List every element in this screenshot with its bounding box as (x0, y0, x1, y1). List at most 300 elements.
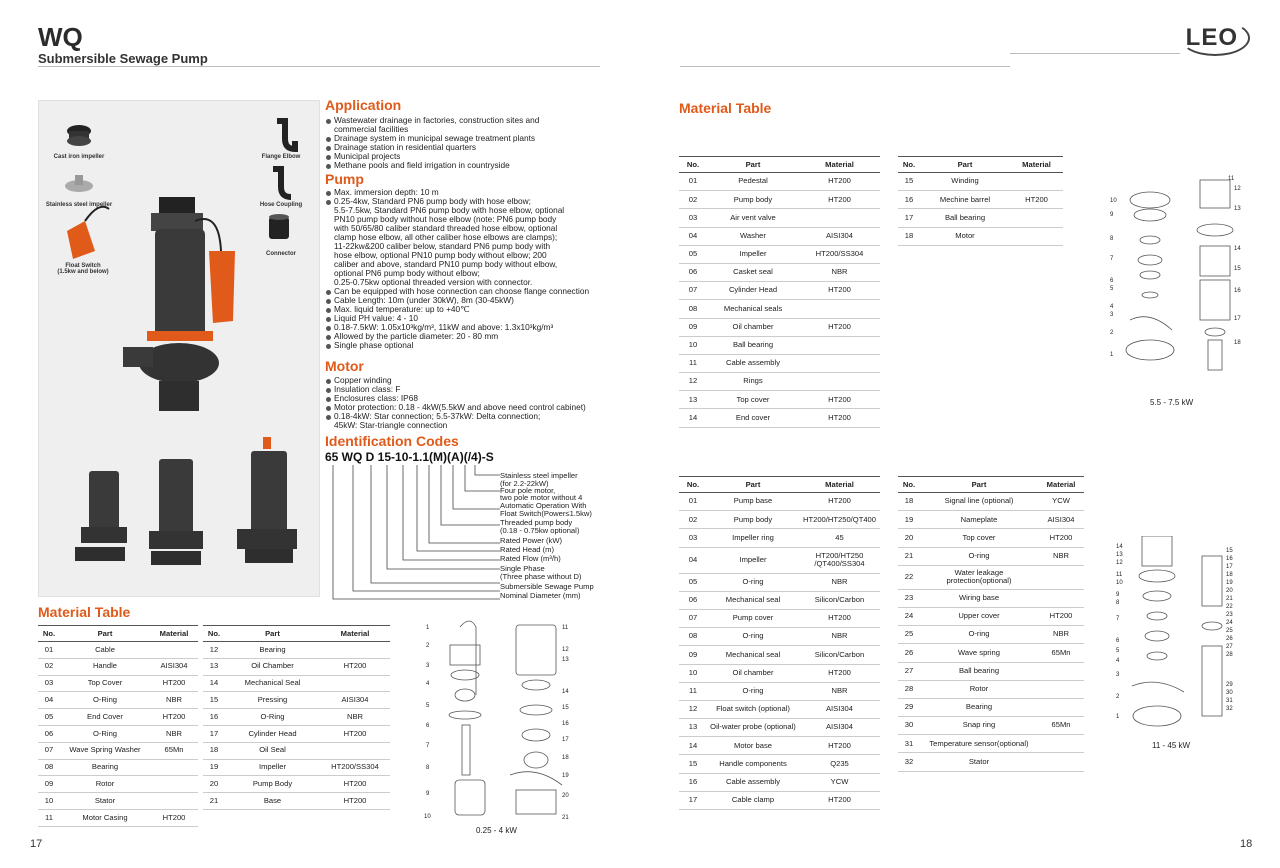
table-cell (1010, 173, 1063, 191)
table-cell: 65Mn (1038, 717, 1084, 735)
table-row (679, 646, 880, 664)
table-cell: NBR (799, 263, 880, 281)
table-cell: Pump Body (225, 776, 320, 793)
table-cell: 13 (679, 391, 707, 409)
table-row (898, 626, 1084, 644)
table-cell (1038, 680, 1084, 698)
ident-leader-lines (325, 463, 505, 603)
table-header (679, 157, 880, 173)
ident-label: (0.18 - 0.75kw optional) (500, 526, 580, 535)
svg-text:1: 1 (1110, 352, 1114, 358)
svg-text:11: 11 (1116, 572, 1123, 578)
table-cell: 05 (38, 709, 60, 726)
cast-iron-impeller-label: Cast iron impeller (53, 154, 105, 160)
table-cell: O-ring (707, 573, 799, 591)
table-cell: 09 (679, 646, 707, 664)
svg-text:20: 20 (562, 793, 569, 799)
table-row (203, 642, 390, 659)
table-cell: AISI304 (799, 227, 880, 245)
table-header-cell: No. (38, 626, 60, 642)
list-item: PN10 pump body without hose elbow (note: PN6 pump body (334, 214, 557, 224)
svg-text:12: 12 (1234, 186, 1241, 192)
table-cell: Motor base (707, 737, 799, 755)
table-cell (1038, 753, 1084, 771)
table-cell: 19 (203, 759, 225, 776)
pump-heading: Pump (325, 171, 364, 187)
table-cell: AISI304 (320, 692, 390, 709)
left-material-table-heading: Material Table (38, 604, 131, 620)
table-cell: 45 (799, 529, 880, 547)
table-header (898, 477, 1084, 493)
table-header (203, 626, 390, 642)
table-row (898, 607, 1084, 625)
table-header-cell: Part (225, 626, 320, 642)
svg-text:14: 14 (1234, 246, 1241, 252)
table-row (898, 173, 1063, 191)
list-item: 5.5-7.5kw, Standard PN6 pump body with hose elbow, optional (334, 205, 565, 215)
table-cell: Motor Casing (60, 809, 150, 826)
table-cell: 21 (203, 793, 225, 810)
application-heading: Application (325, 97, 402, 113)
table-row (679, 511, 880, 529)
table-cell: NBR (150, 725, 198, 742)
table-cell (799, 336, 880, 354)
table-cell: 06 (679, 591, 707, 609)
svg-text:1: 1 (1116, 714, 1120, 720)
table-cell: HT200 (799, 493, 880, 511)
table-cell (1038, 698, 1084, 716)
table-cell: HT200 (320, 776, 390, 793)
table-cell: HT200 (799, 391, 880, 409)
right-material-table-heading: Material Table (679, 100, 772, 116)
table-cell: 13 (679, 719, 707, 737)
material-table-2-b (898, 156, 1063, 246)
list-item: 0.25-0.75kw optional threaded version with connector. (334, 277, 533, 287)
table-cell: Rings (707, 373, 799, 391)
table-row (679, 409, 880, 427)
table-row (679, 591, 880, 609)
ident-label: Submersible Sewage Pump (500, 582, 594, 591)
table-cell: 02 (38, 658, 60, 675)
table-row (898, 191, 1063, 209)
header-rule-right-upper (1010, 53, 1180, 54)
table-cell: 18 (203, 742, 225, 759)
ident-label: Rated Flow (m³/h) (500, 554, 561, 563)
small-pump-3-icon (237, 437, 297, 563)
table-row (203, 742, 390, 759)
svg-text:6: 6 (1116, 638, 1120, 644)
table-cell: 12 (203, 642, 225, 659)
table-cell: 01 (679, 173, 707, 191)
list-item: caliber and above, standard PN10 pump body without elbow, (334, 259, 558, 269)
table-cell: Casket seal (707, 263, 799, 281)
svg-text:22: 22 (1226, 604, 1233, 610)
table-row (38, 709, 198, 726)
table-cell: Impeller (225, 759, 320, 776)
table-cell: Wave spring (920, 644, 1038, 662)
table-cell: End cover (707, 409, 799, 427)
table-cell: HT200 (1038, 607, 1084, 625)
left-material-table-b (203, 625, 390, 810)
table-row (679, 628, 880, 646)
table-cell: NBR (799, 573, 880, 591)
table-cell: Pump body (707, 511, 799, 529)
table-cell: HT200 (1010, 191, 1063, 209)
table-header-cell: Material (799, 477, 880, 493)
table-cell: 03 (38, 675, 60, 692)
table-row (679, 300, 880, 318)
table-cell: 17 (203, 725, 225, 742)
table-cell: Temperature sensor(optional) (920, 735, 1038, 753)
table-row (38, 809, 198, 826)
table-row (898, 547, 1084, 565)
table-cell: 08 (38, 759, 60, 776)
table-cell: 26 (898, 644, 920, 662)
list-item: Cable Length: 10m (under 30kW), 8m (30-45kW) (325, 296, 589, 305)
table-cell: Oil Seal (225, 742, 320, 759)
table-header-cell: Part (707, 477, 799, 493)
small-pump-1-icon (75, 471, 127, 561)
motor-list (325, 376, 586, 430)
table-row (898, 511, 1084, 529)
table-row (38, 675, 198, 692)
svg-text:17: 17 (1226, 564, 1233, 570)
table-header-cell: Material (150, 626, 198, 642)
svg-text:4: 4 (426, 681, 430, 687)
material-table-3-a (679, 476, 880, 810)
svg-text:18: 18 (1226, 572, 1233, 578)
table-cell: Ball bearing (920, 662, 1038, 680)
list-item: Max. liquid temperature: up to +40℃ (325, 305, 589, 314)
pump-list (325, 188, 589, 350)
table-header-cell: Part (60, 626, 150, 642)
small-pump-2-icon (149, 459, 203, 565)
stainless-impeller-icon (65, 175, 93, 192)
table-cell (320, 642, 390, 659)
table-cell: Handle (60, 658, 150, 675)
table-cell: 19 (898, 511, 920, 529)
svg-text:8: 8 (1116, 600, 1120, 606)
list-item: 0.25-4kw, Standard PN6 pump body with hose elbow; (325, 197, 589, 206)
svg-text:18: 18 (562, 755, 569, 761)
svg-text:23: 23 (1226, 612, 1233, 618)
table-cell: Mechine barrel (920, 191, 1010, 209)
table-cell: HT200 (799, 409, 880, 427)
ident-label: Threaded pump body (500, 518, 573, 527)
svg-text:5: 5 (1110, 286, 1114, 292)
table-cell: Rotor (60, 776, 150, 793)
diagram-medium-caption: 5.5 - 7.5 kW (1150, 398, 1194, 407)
svg-text:12: 12 (1116, 560, 1123, 566)
table-cell: Silicon/Carbon (799, 591, 880, 609)
svg-text:14: 14 (562, 689, 569, 695)
table-row (679, 773, 880, 791)
table-cell: Rotor (920, 680, 1038, 698)
table-cell: 24 (898, 607, 920, 625)
table-cell: 20 (898, 529, 920, 547)
table-cell: 65Mn (1038, 644, 1084, 662)
table-cell: Pump body (707, 191, 799, 209)
svg-text:9: 9 (1110, 212, 1114, 218)
table-cell: HT200 (799, 282, 880, 300)
table-row (38, 776, 198, 793)
table-cell: 28 (898, 680, 920, 698)
material-table-3-b (898, 476, 1084, 772)
table-row (679, 173, 880, 191)
left-material-table-a (38, 625, 198, 827)
table-cell: Signal line (optional) (920, 493, 1038, 511)
table-cell: Oil chamber (707, 318, 799, 336)
table-cell: O-Ring (60, 692, 150, 709)
table-cell: 08 (679, 300, 707, 318)
table-row (679, 209, 880, 227)
ident-code: 65 WQ D 15-10-1.1(M)(A)(/4)-S (325, 450, 494, 464)
table-row (898, 644, 1084, 662)
table-cell (150, 642, 198, 659)
table-row (38, 658, 198, 675)
table-cell: HT200 (1038, 529, 1084, 547)
table-cell: HT200 (150, 675, 198, 692)
table-cell: 22 (898, 565, 920, 589)
ident-label: Nominal Diameter (mm) (500, 591, 581, 600)
table-row (898, 565, 1084, 589)
page-subtitle: Submersible Sewage Pump (38, 51, 208, 66)
header-rule-left (38, 66, 600, 67)
table-cell: HT200/HT250/QT400 (799, 511, 880, 529)
svg-text:10: 10 (424, 814, 431, 820)
svg-text:10: 10 (1116, 580, 1123, 586)
table-cell: Top cover (707, 391, 799, 409)
material-table-2-a (679, 156, 880, 428)
page-title: WQ (38, 22, 83, 52)
svg-text:2: 2 (1116, 694, 1120, 700)
table-cell (799, 209, 880, 227)
application-list (325, 116, 539, 170)
table-cell: 16 (203, 709, 225, 726)
ident-label: Single Phase (500, 564, 545, 573)
table-cell: HT200 (799, 191, 880, 209)
table-cell: HT200 (799, 318, 880, 336)
svg-text:25: 25 (1226, 628, 1233, 634)
svg-text:21: 21 (1226, 596, 1233, 602)
table-cell: Stator (60, 793, 150, 810)
table-row (898, 680, 1084, 698)
ident-label: Rated Power (kW) (500, 536, 563, 545)
svg-text:14: 14 (1116, 544, 1123, 550)
table-cell: NBR (799, 682, 880, 700)
table-row (203, 776, 390, 793)
table-cell: End Cover (60, 709, 150, 726)
table-cell: 23 (898, 589, 920, 607)
list-item: Allowed by the particle diameter: 20 - 80 mm (325, 332, 589, 341)
svg-text:9: 9 (426, 791, 430, 797)
table-header-cell: No. (679, 477, 707, 493)
table-row (679, 700, 880, 718)
table-header-cell: Material (1010, 157, 1063, 173)
table-cell: Upper cover (920, 607, 1038, 625)
table-row (898, 735, 1084, 753)
table-cell: 10 (679, 664, 707, 682)
table-cell (799, 354, 880, 372)
table-row (203, 759, 390, 776)
table-cell: Wave Spring Washer (60, 742, 150, 759)
table-cell: NBR (799, 628, 880, 646)
table-cell: 11 (38, 809, 60, 826)
table-row (203, 658, 390, 675)
table-cell: 02 (679, 191, 707, 209)
table-header-cell: Part (920, 477, 1038, 493)
table-row (679, 245, 880, 263)
table-cell: Washer (707, 227, 799, 245)
svg-text:1: 1 (426, 625, 430, 631)
svg-text:19: 19 (562, 773, 569, 779)
page-number-left: 17 (30, 838, 43, 850)
table-row (898, 529, 1084, 547)
table-cell: Cylinder Head (225, 725, 320, 742)
table-header-cell: Part (707, 157, 799, 173)
table-cell: Pump cover (707, 609, 799, 627)
table-cell: Cable assembly (707, 354, 799, 372)
svg-text:18: 18 (1234, 340, 1241, 346)
ident-label: (for 2.2-22kW) (500, 479, 549, 488)
table-cell: Bearing (225, 642, 320, 659)
table-cell: Top Cover (60, 675, 150, 692)
product-illustration (39, 101, 321, 598)
table-row (898, 493, 1084, 511)
table-row (679, 282, 880, 300)
table-cell: 05 (679, 245, 707, 263)
table-cell: 17 (898, 209, 920, 227)
table-row (679, 664, 880, 682)
table-cell: 17 (679, 791, 707, 809)
table-cell: Oil Chamber (225, 658, 320, 675)
table-row (203, 725, 390, 742)
table-cell: 06 (679, 263, 707, 281)
svg-text:10: 10 (1110, 198, 1117, 204)
table-cell: 30 (898, 717, 920, 735)
table-cell: Stator (920, 753, 1038, 771)
table-cell (799, 300, 880, 318)
hose-coupling-icon (273, 169, 291, 197)
table-cell: O-ring (920, 626, 1038, 644)
table-cell: 07 (38, 742, 60, 759)
table-cell: AISI304 (799, 719, 880, 737)
table-cell (1038, 662, 1084, 680)
table-cell: 07 (679, 282, 707, 300)
table-cell: YCW (799, 773, 880, 791)
table-cell: 08 (679, 628, 707, 646)
table-cell: Pump base (707, 493, 799, 511)
list-item: Municipal projects (325, 152, 539, 161)
table-row (898, 753, 1084, 771)
table-cell: Ball bearing (707, 336, 799, 354)
table-cell: HT200 (150, 709, 198, 726)
table-cell: 01 (38, 642, 60, 659)
table-row (679, 227, 880, 245)
table-header-cell: Part (920, 157, 1010, 173)
table-cell: 04 (679, 227, 707, 245)
table-cell: Handle components (707, 755, 799, 773)
svg-text:7: 7 (1110, 256, 1114, 262)
table-cell: 15 (679, 755, 707, 773)
table-cell: 29 (898, 698, 920, 716)
table-cell: Cable (60, 642, 150, 659)
list-item: 0.18-4kW: Star connection; 5.5-37kW: Delta connection; (325, 412, 586, 421)
table-cell: Cable assembly (707, 773, 799, 791)
stainless-impeller-label: Stainless steel impeller (45, 202, 113, 208)
list-item: commercial facilities (334, 124, 409, 134)
table-row (203, 692, 390, 709)
table-row (679, 547, 880, 573)
table-cell: 18 (898, 227, 920, 245)
table-cell (1038, 565, 1084, 589)
table-cell: Oil chamber (707, 664, 799, 682)
table-cell: HT200/SS304 (320, 759, 390, 776)
ident-label: (Three phase without D) (500, 572, 582, 581)
table-cell: 15 (203, 692, 225, 709)
table-row (679, 373, 880, 391)
table-row (679, 791, 880, 809)
float-switch-label: Float Switch (1.5kw and below) (57, 263, 109, 275)
table-cell: 12 (679, 373, 707, 391)
ident-label: Float Switch(Power≤1.5kw) (500, 509, 592, 518)
table-cell: Water leakage protection(optional) (920, 565, 1038, 589)
table-row (38, 793, 198, 810)
table-row (898, 662, 1084, 680)
table-cell: HT200 (799, 609, 880, 627)
table-cell: 04 (38, 692, 60, 709)
list-item: Wastewater drainage in factories, construction sites and (325, 116, 539, 125)
table-cell: Mechanical Seal (225, 675, 320, 692)
table-cell: O-ring (707, 628, 799, 646)
svg-text:32: 32 (1226, 706, 1233, 712)
exploded-diagram-medium (1100, 170, 1250, 390)
table-cell: 25 (898, 626, 920, 644)
table-cell: 21 (898, 547, 920, 565)
connector-icon (269, 214, 289, 239)
table-header-cell: No. (898, 157, 920, 173)
table-cell: Cylinder Head (707, 282, 799, 300)
table-cell: 07 (679, 609, 707, 627)
table-cell: HT200 (799, 664, 880, 682)
table-cell: Float switch (optional) (707, 700, 799, 718)
table-cell: Ball bearing (920, 209, 1010, 227)
table-cell: Impeller ring (707, 529, 799, 547)
svg-text:17: 17 (562, 737, 569, 743)
table-cell: HT200 (320, 658, 390, 675)
svg-text:2: 2 (1110, 330, 1114, 336)
svg-text:26: 26 (1226, 636, 1233, 642)
table-cell: 31 (898, 735, 920, 753)
table-cell (799, 373, 880, 391)
svg-text:16: 16 (1234, 288, 1241, 294)
svg-text:7: 7 (1116, 616, 1120, 622)
table-row (679, 263, 880, 281)
table-cell: Mechanical seal (707, 646, 799, 664)
svg-text:27: 27 (1226, 644, 1233, 650)
exploded-diagram-large (1112, 536, 1252, 736)
svg-text:12: 12 (562, 647, 569, 653)
table-cell: YCW (1038, 493, 1084, 511)
svg-text:11: 11 (1228, 176, 1235, 182)
product-image-panel (38, 100, 320, 597)
list-item: Motor protection: 0.18 - 4kW(5.5kW and above need control cabinet) (325, 403, 586, 412)
table-row (38, 642, 198, 659)
svg-text:4: 4 (1116, 658, 1120, 664)
table-cell: NBR (1038, 547, 1084, 565)
table-cell: 32 (898, 753, 920, 771)
table-cell: 65Mn (150, 742, 198, 759)
